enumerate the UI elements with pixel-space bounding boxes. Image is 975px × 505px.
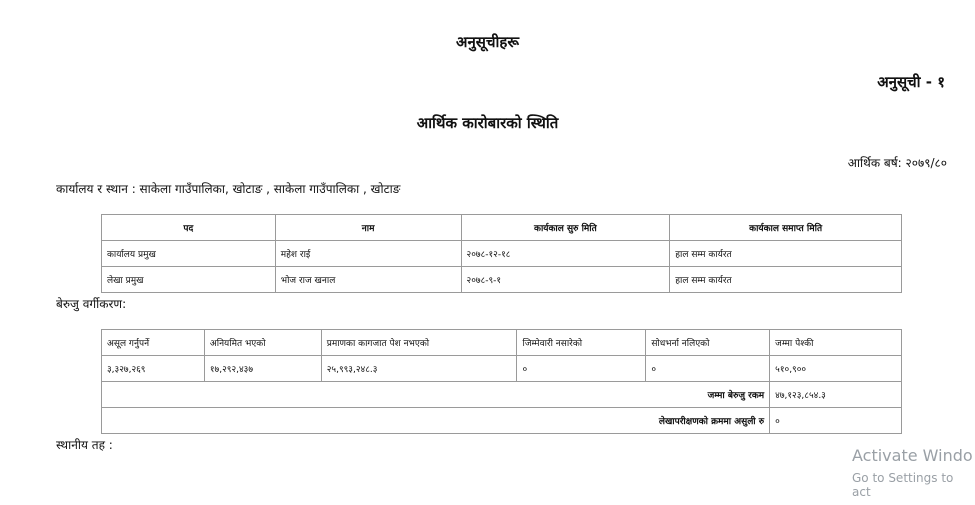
activation-watermark-subtitle: Go to Settings to act xyxy=(852,471,954,499)
activation-watermark-title: Activate Windo xyxy=(852,446,973,465)
column-header: अनियमित भएको xyxy=(204,330,321,356)
table-cell: ५१०,९०० xyxy=(770,356,902,382)
table-cell: हाल सम्म कार्यरत xyxy=(670,241,902,267)
schedule-number: अनुसूची - १ xyxy=(877,73,945,91)
table-header-row xyxy=(102,330,902,356)
table-cell: २०७८-९-१ xyxy=(461,267,670,293)
column-header: असूल गर्नुपर्ने xyxy=(102,330,205,356)
table-row xyxy=(102,241,902,267)
total-row xyxy=(102,382,902,408)
table-cell: ० xyxy=(646,356,770,382)
arrears-table xyxy=(101,329,902,434)
local-level-label: स्थानीय तह : xyxy=(56,438,113,452)
column-header: पद xyxy=(102,215,276,241)
arrears-section-label: बेरुजु वर्गीकरण: xyxy=(56,297,127,311)
recovered-row xyxy=(102,408,902,434)
office-location: कार्यालय र स्थान : साकेला गाउँपालिका, खोटाङ , साकेला गाउँपालिका , खोटाङ xyxy=(56,182,401,196)
officials-table xyxy=(101,214,902,293)
column-header: जिम्मेवारी नसारेको xyxy=(517,330,646,356)
fiscal-year: आर्थिक बर्ष: २०७९/८० xyxy=(847,156,947,170)
section-heading: आर्थिक कारोबारको स्थिति xyxy=(416,114,559,132)
column-header: सोधभर्ना नलिएको xyxy=(646,330,770,356)
total-value: ४७,१२३,८५४.३ xyxy=(770,382,902,408)
table-cell: ३,३२७,२६९ xyxy=(102,356,205,382)
column-header: कार्यकाल सुरु मिति xyxy=(461,215,670,241)
table-row xyxy=(102,356,902,382)
table-cell: लेखा प्रमुख xyxy=(102,267,276,293)
column-header: कार्यकाल समाप्त मिति xyxy=(670,215,902,241)
column-header: नाम xyxy=(275,215,461,241)
table-cell: कार्यालय प्रमुख xyxy=(102,241,276,267)
table-cell: भोज राज खनाल xyxy=(275,267,461,293)
table-cell: ० xyxy=(517,356,646,382)
total-label: जम्मा बेरुजु रकम xyxy=(102,382,770,408)
table-header-row xyxy=(102,215,902,241)
table-cell: महेश राई xyxy=(275,241,461,267)
recovered-value: ० xyxy=(770,408,902,434)
column-header: प्रमाणका कागजात पेश नभएको xyxy=(321,330,517,356)
table-row xyxy=(102,267,902,293)
table-cell: हाल सम्म कार्यरत xyxy=(670,267,902,293)
table-cell: २५,९९३,२४८.३ xyxy=(321,356,517,382)
table-cell: १७,२९२,४३७ xyxy=(204,356,321,382)
column-header: जम्मा पेश्की xyxy=(770,330,902,356)
recovered-label: लेखापरीक्षणको क्रममा असुली रु xyxy=(102,408,770,434)
table-cell: २०७८-१२-१८ xyxy=(461,241,670,267)
page-title: अनुसूचीहरू xyxy=(456,33,519,51)
